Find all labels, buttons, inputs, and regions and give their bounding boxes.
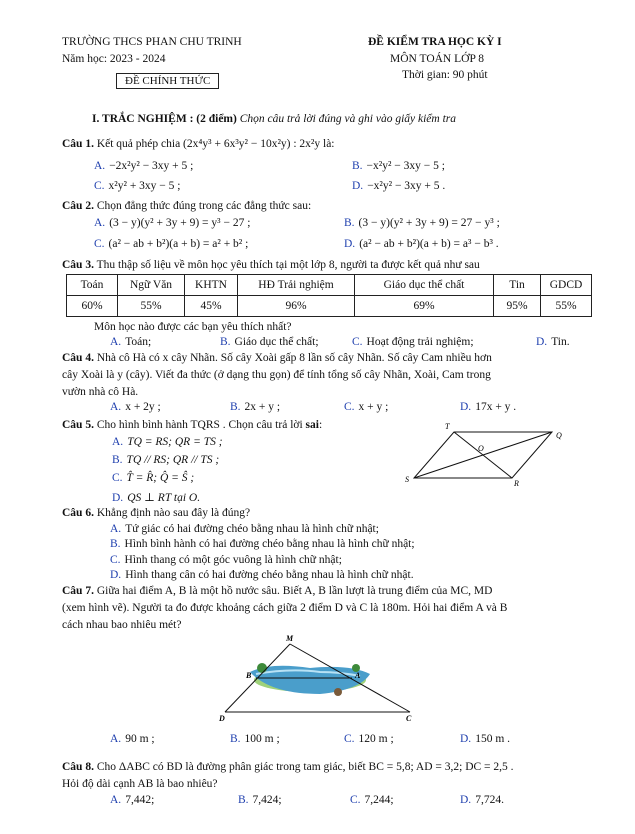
q4-option-c-text: x + y ; [358,401,389,413]
q3-option-b-letter: B. [220,336,231,348]
q7-option-c-text: 120 m ; [358,733,394,745]
table-header-cell: KHTN [185,275,238,296]
table-cell: 96% [238,296,355,317]
q6-label: Câu 6. [62,507,94,519]
question-7 [62,584,592,599]
q4-option-a-letter: A. [110,401,122,413]
exam-title: ĐỀ KIỂM TRA HỌC KỲ I [368,36,502,48]
section-1-title: I. TRẮC NGHIỆM [92,113,187,125]
q6-option-c-text: Hình thang có một góc vuông là hình chữ nhật; [124,554,342,566]
q5-emphasis: sai [305,419,319,431]
q3-option-d [536,336,570,348]
table-cell: 55% [541,296,592,317]
q6-option-a [110,523,379,535]
q8-option-b-letter: B. [238,794,249,806]
label-s: S [405,475,409,484]
q4-option-c-letter: C. [344,401,355,413]
q7-option-d-letter: D. [460,733,472,745]
q7-option-d [460,733,510,745]
q6-option-c [110,554,342,566]
label-c: C [406,714,412,723]
q5-option-c [112,472,194,484]
q1-option-c-letter: C. [94,180,105,192]
table-header-cell: HĐ Trải nghiệm [238,275,355,296]
table-cell: 55% [118,296,185,317]
q7-label: Câu 7. [62,585,94,597]
q8-option-b [238,794,282,806]
q5-option-d [112,490,200,504]
q4-line-2: cây Xoài là y (cây). Viết đa thức (ở dạng thu gọn) để tính tổng số cây Nhãn, Xoài, Cam trong [62,369,491,381]
q3-option-a-letter: A. [110,336,122,348]
q8-option-a-letter: A. [110,794,122,806]
q8-option-d-letter: D. [460,794,472,806]
question-6 [62,507,250,519]
label-q: Q [556,431,562,440]
q6-option-a-letter: A. [110,523,122,535]
q1-option-c [94,180,180,192]
q5-option-c-letter: C. [112,472,123,484]
q8-option-a-text: 7,442; [125,794,155,806]
q5-text: Cho hình bình hành TQRS . Chọn câu trả lời [96,419,303,431]
q7-option-a-text: 90 m ; [125,733,155,745]
q2-option-c-text: (a² − ab + b²)(a + b) = a² + b² ; [108,238,249,250]
q1-option-d-text: −x²y² − 3xy + 5 . [367,180,446,192]
q1-label: Câu 1. [62,138,94,150]
q4-option-c [344,401,388,413]
q2-text: Chọn đẳng thức đúng trong các đẳng thức sau: [96,200,312,212]
table-header-cell: Toán [67,275,118,296]
q6-text: Khẳng định nào sau đây là đúng? [96,507,251,519]
q6-option-d [110,569,414,581]
label-r: R [514,479,519,488]
section-1-points: : (2 điểm) [189,113,237,125]
q7-option-b-text: 100 m ; [244,733,280,745]
q2-option-b-letter: B. [344,217,355,229]
q2-option-d-text: (a² − ab + b²)(a + b) = a³ − b³ . [359,238,499,250]
q3-option-b-text: Giáo dục thể chất; [234,336,319,348]
q5-option-b [112,454,219,466]
q8-option-a [110,794,154,806]
q7-lake-figure [210,632,420,724]
q7-option-c [344,733,394,745]
q6-option-b [110,538,415,550]
q4-option-d-text: 17x + y . [475,401,517,413]
label-a: A [355,671,361,680]
q7-option-b [230,733,280,745]
q7-option-a-letter: A. [110,733,122,745]
q8-option-d [460,794,504,806]
q1-option-b-text: −x²y² − 3xy − 5 ; [366,160,445,172]
q4-option-d [460,401,516,413]
q5-option-d-letter: D. [112,492,124,504]
question-5: Câu 5. Cho hình bình hành TQRS . Chọn câu trả lời sai: [62,419,323,431]
q2-label: Câu 2. [62,200,94,212]
q6-option-d-letter: D. [110,569,122,581]
q3-option-d-text: Tin. [551,336,570,348]
question-3 [62,258,592,273]
q3-option-d-letter: D. [536,336,548,348]
q8-option-d-text: 7,724. [475,794,504,806]
q3-option-c-text: Hoạt động trải nghiệm; [366,336,474,348]
table-cell: 95% [494,296,541,317]
q4-line-1: Nhà cô Hà có x cây Nhãn. Số cây Xoài gấp 8 lần số cây Nhãn. Số cây Cam nhiều hơn [96,352,492,364]
q4-option-b-letter: B. [230,401,241,413]
label-t: T [445,422,450,431]
q5-option-c-text: T̂ = R̂; Q̂ = Ŝ ; [126,472,195,484]
q3-label: Câu 3. [62,259,94,271]
q3-option-a [110,336,151,348]
table-header-cell: Ngữ Văn [118,275,185,296]
q4-option-b-text: 2x + y ; [244,401,281,413]
q6-option-c-letter: C. [110,554,121,566]
table-cell: 69% [355,296,494,317]
q8-option-c [350,794,394,806]
q6-option-b-text: Hình bình hành có hai đường chéo bằng nhau là hình chữ nhật; [124,538,415,550]
q1-option-a-text: −2x²y² − 3xy + 5 ; [109,160,194,172]
q2-option-a-text: (3 − y)(y² + 3y + 9) = y³ − 27 ; [109,217,251,229]
q2-option-b-text: (3 − y)(y² + 3y + 9) = 27 − y³ ; [358,217,500,229]
q7-line-3: cách nhau bao nhiêu mét? [62,619,182,631]
q8-option-c-letter: C. [350,794,361,806]
exam-subject: MÔN TOÁN LỚP 8 [390,53,485,65]
table-row [67,296,592,317]
q7-line-2: (xem hình vẽ). Người ta đo được khoảng cách giữa 2 điểm D và C là 180m. Hỏi hai điểm A và B [62,602,508,614]
q5-option-a [112,436,223,448]
q3-option-c [352,336,474,348]
tree-icon [257,663,267,673]
q5-parallelogram-figure [400,418,580,490]
label-d: D [219,714,225,723]
diagonal-qs [414,432,552,478]
q5-option-d-text: QS ⊥ RT tại O. [127,492,201,504]
q1-option-a-letter: A. [94,160,106,172]
q6-option-a-text: Tứ giác có hai đường chéo bằng nhau là hình chữ nhật; [125,523,379,535]
q4-option-b [230,401,280,413]
table-header-cell: Tin [494,275,541,296]
q7-option-a [110,733,155,745]
official-label: ĐỀ CHÍNH THỨC [116,73,219,89]
q1-option-c-text: x²y² + 3xy − 5 ; [108,180,181,192]
q2-option-c [94,238,248,250]
school-year: Năm học: 2023 - 2024 [62,53,166,65]
q4-line-3: vườn nhà cô Hà. [62,386,139,398]
q2-option-d-letter: D. [344,238,356,250]
q1-option-b [352,160,445,172]
q4-label: Câu 4. [62,352,94,364]
table-row [67,275,592,296]
question-1 [62,137,592,152]
q4-option-a-text: x + 2y ; [125,401,161,413]
q2-option-d [344,238,499,250]
exam-time: Thời gian: 90 phút [402,69,488,81]
question-2 [62,199,592,214]
q5-option-b-letter: B. [112,454,123,466]
q8-line-1: Cho ΔABC có BD là đường phân giác trong tam giác, biết BC = 5,8; AD = 3,2; DC = 2,5 . [96,761,514,773]
q4-option-d-letter: D. [460,401,472,413]
table-cell: 60% [67,296,118,317]
q7-line-1: Giữa hai điểm A, B là một hồ nước sâu. Biết A, B lần lượt là trung điểm của MC, MD [96,585,493,597]
q7-option-b-letter: B. [230,733,241,745]
q3-question: Môn học nào được các bạn yêu thích nhất? [94,321,292,333]
q3-option-b [220,336,319,348]
table-header-cell: GDCD [541,275,592,296]
question-8 [62,760,592,775]
q3-option-c-letter: C. [352,336,363,348]
q1-option-d-letter: D. [352,180,364,192]
q8-option-b-text: 7,424; [252,794,282,806]
q7-option-c-letter: C. [344,733,355,745]
section-1-heading [92,113,456,125]
table-cell: 45% [185,296,238,317]
q7-option-d-text: 150 m . [475,733,511,745]
section-1-instruction: Chọn câu trả lời đúng và ghi vào giấy kiểm tra [239,113,457,125]
q2-option-a [94,217,250,229]
label-m: M [286,634,294,643]
q8-option-c-text: 7,244; [364,794,394,806]
q2-option-b [344,217,500,229]
q8-line-2: Hỏi độ dài cạnh AB là bao nhiêu? [62,778,218,790]
table-header-cell: Giáo dục thể chất [355,275,494,296]
q1-option-d [352,180,445,192]
q5-option-b-text: TQ // RS; QR // TS ; [126,454,220,466]
q1-option-a [94,160,193,172]
q2-option-a-letter: A. [94,217,106,229]
q1-option-b-letter: B. [352,160,363,172]
rock-icon [334,688,342,696]
school-name: TRƯỜNG THCS PHAN CHU TRINH [62,36,242,48]
q3-text: Thu thập số liệu về môn học yêu thích tại một lớp 8, người ta được kết quả như sau [96,259,480,271]
label-b: B [246,671,252,680]
q3-stats-table [66,274,592,317]
q5-option-a-text: TQ = RS; QR = TS ; [127,436,223,448]
question-4 [62,351,592,366]
q5-option-a-letter: A. [112,436,124,448]
q6-option-b-letter: B. [110,538,121,550]
q8-label: Câu 8. [62,761,94,773]
q5-label: Câu 5. [62,419,94,431]
q4-option-a [110,401,161,413]
q2-option-c-letter: C. [94,238,105,250]
q1-text: Kết quả phép chia (2x⁴y³ + 6x³y² − 10x²y) : 2x²y là: [96,138,335,150]
q6-option-d-text: Hình thang cân có hai đường chéo bằng nhau là hình chữ nhật. [125,569,414,581]
q3-option-a-text: Toán; [125,336,152,348]
label-o: O [478,444,484,453]
